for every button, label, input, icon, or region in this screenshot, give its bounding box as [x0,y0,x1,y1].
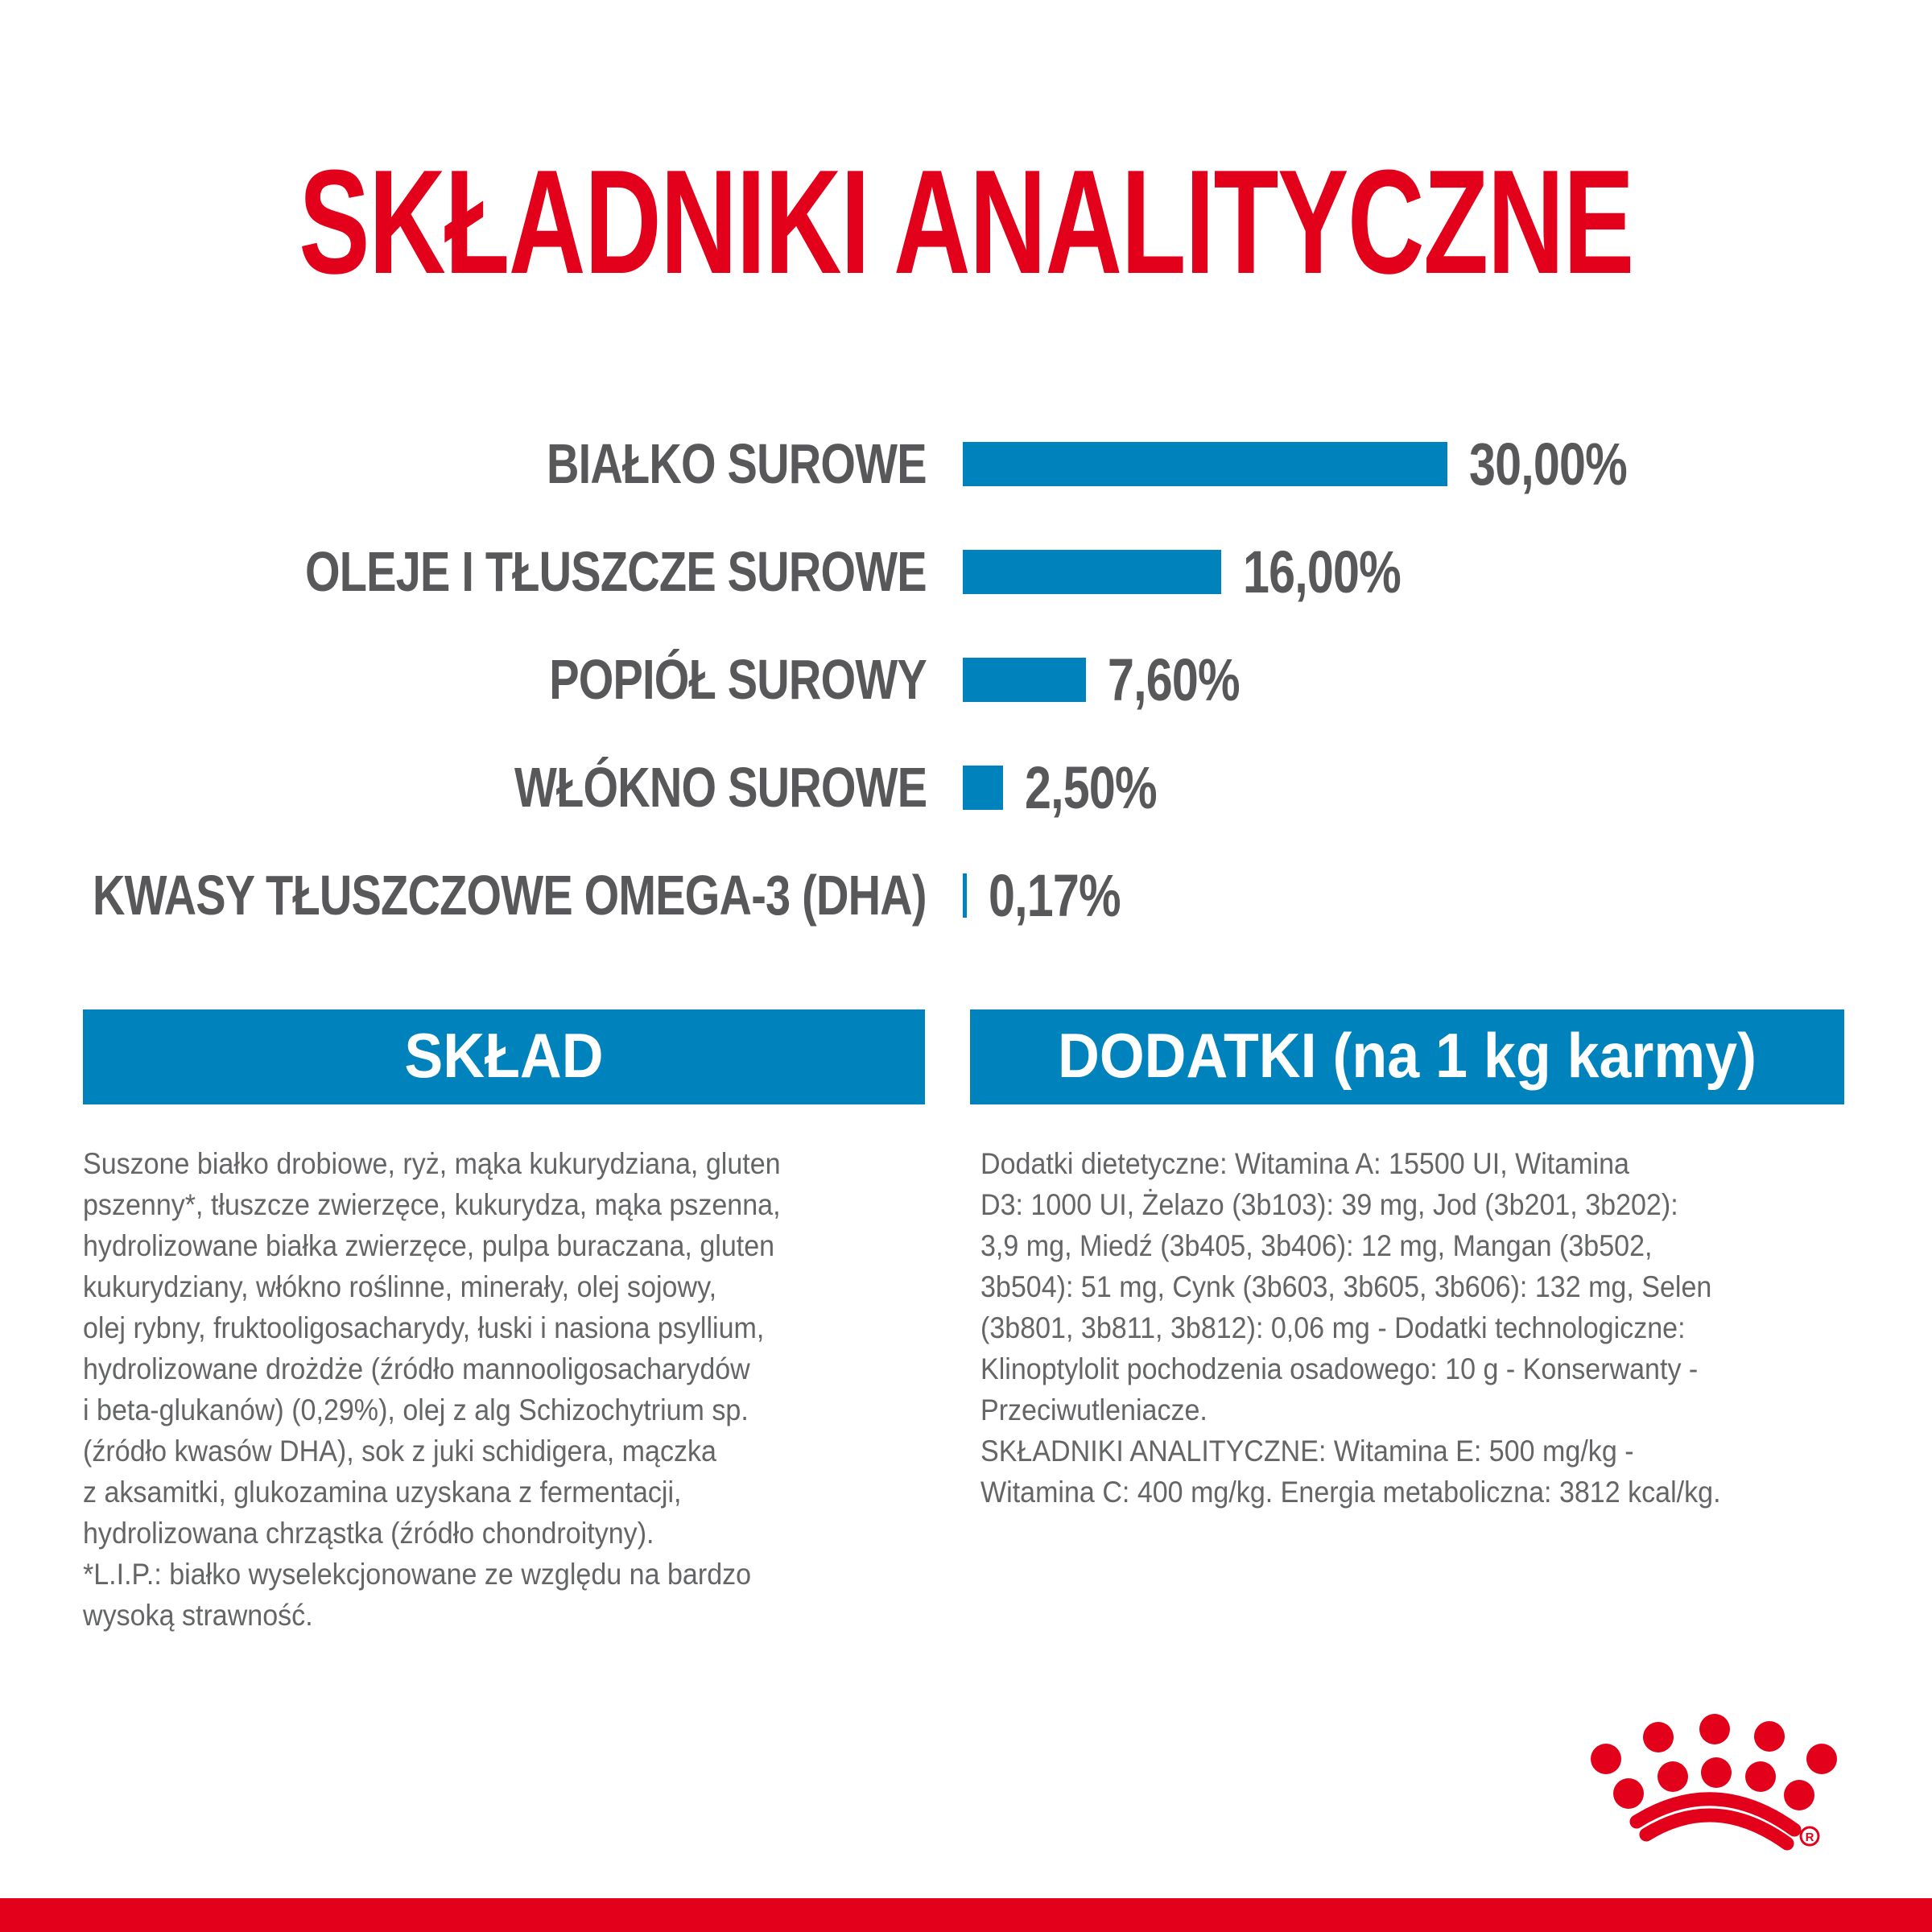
crown-arcs [1637,1799,1794,1843]
registered-trademark-icon [1801,1827,1818,1845]
bar [963,550,1221,594]
additives-panel-header [970,1009,1844,1104]
bar-category-label: KWASY TŁUSZCZOWE OMEGA-3 (DHA) [93,864,927,927]
page-title: SKŁADNIKI ANALITYCZNE [299,138,1633,305]
text-line: D3: 1000 UI, Żelazo (3b103): 39 mg, Jod (3b201, 3b202): [980,1188,1678,1221]
text-line: pszenny*, tłuszcze zwierzęce, kukurydza, mąka pszenna, [83,1188,781,1221]
additives-panel-title: DODATKI (na 1 kg karmy) [1058,1020,1757,1091]
bar-value-label: 30,00% [1469,431,1627,497]
bar-value-label: 7,60% [1108,646,1240,713]
text-line: Dodatki dietetyczne: Witamina A: 15500 UI, Witamina [980,1147,1629,1180]
text-line: i beta-glukanów) (0,29%), olej z alg Schizochytrium sp. [83,1393,749,1426]
text-line: olej rybny, fruktooligosacharydy, łuski i nasiona psyllium, [83,1311,765,1344]
svg-text:R: R [1805,1831,1814,1844]
text-line: z aksamitki, glukozamina uzyskana z fermentacji, [83,1476,682,1509]
text-line: Przeciwutleniacze. [980,1393,1208,1426]
text-line: hydrolizowane białka zwierzęce, pulpa buraczana, gluten [83,1229,775,1262]
text-line: kukurydziany, włókno roślinne, minerały, olej sojowy, [83,1270,717,1303]
analytical-components-bar-chart [0,431,1932,989]
bar-category-label: BIAŁKO SUROWE [547,432,927,495]
text-line: 3,9 mg, Miedź (3b405, 3b406): 12 mg, Mangan (3b502, [980,1229,1653,1262]
text-line: hydrolizowana chrząstka (źródło chondroityny). [83,1517,654,1550]
bar [963,766,1003,810]
royal-canin-crown-logo [1570,1658,1932,1932]
text-line: 3b504): 51 mg, Cynk (3b603, 3b605, 3b606): 132 mg, Selen [980,1270,1712,1303]
text-line: (3b801, 3b811, 3b812): 0,06 mg - Dodatki technologiczne: [980,1311,1686,1344]
text-line: SKŁADNIKI ANALITYCZNE: Witamina E: 500 mg/kg - [980,1435,1634,1468]
bar-category-label: OLEJE I TŁUSZCZE SUROWE [305,540,927,603]
bar-value-label: 2,50% [1025,754,1157,821]
text-line: *L.I.P.: białko wyselekcjonowane ze względu na bardzo [83,1558,752,1591]
bar-category-label: WŁÓKNO SUROWE [514,756,927,819]
composition-panel-title: SKŁAD [404,1020,604,1091]
text-line: (źródło kwasów DHA), sok z juki schidigera, mączka [83,1435,716,1468]
bar [963,658,1086,702]
bar-value-label: 0,17% [989,862,1121,929]
bar [963,873,967,918]
footer-red-strip [0,1898,1932,1932]
text-line: Witamina C: 400 mg/kg. Energia metaboliczna: 3812 kcal/kg. [980,1476,1721,1509]
text-line: wysoką strawność. [83,1599,313,1632]
text-line: hydrolizowane drożdże (źródło mannooligosacharydów [83,1352,750,1385]
additives-text [980,1143,1785,1513]
composition-panel-header [83,1009,925,1104]
bar-category-label: POPIÓŁ SUROWY [549,648,927,711]
composition-text [83,1143,841,1636]
bar-value-label: 16,00% [1243,539,1401,605]
bar [963,442,1447,486]
text-line: Klinoptylolit pochodzenia osadowego: 10 g - Konserwanty - [980,1352,1699,1385]
text-line: Suszone białko drobiowe, ryż, mąka kukurydziana, gluten [83,1147,781,1180]
